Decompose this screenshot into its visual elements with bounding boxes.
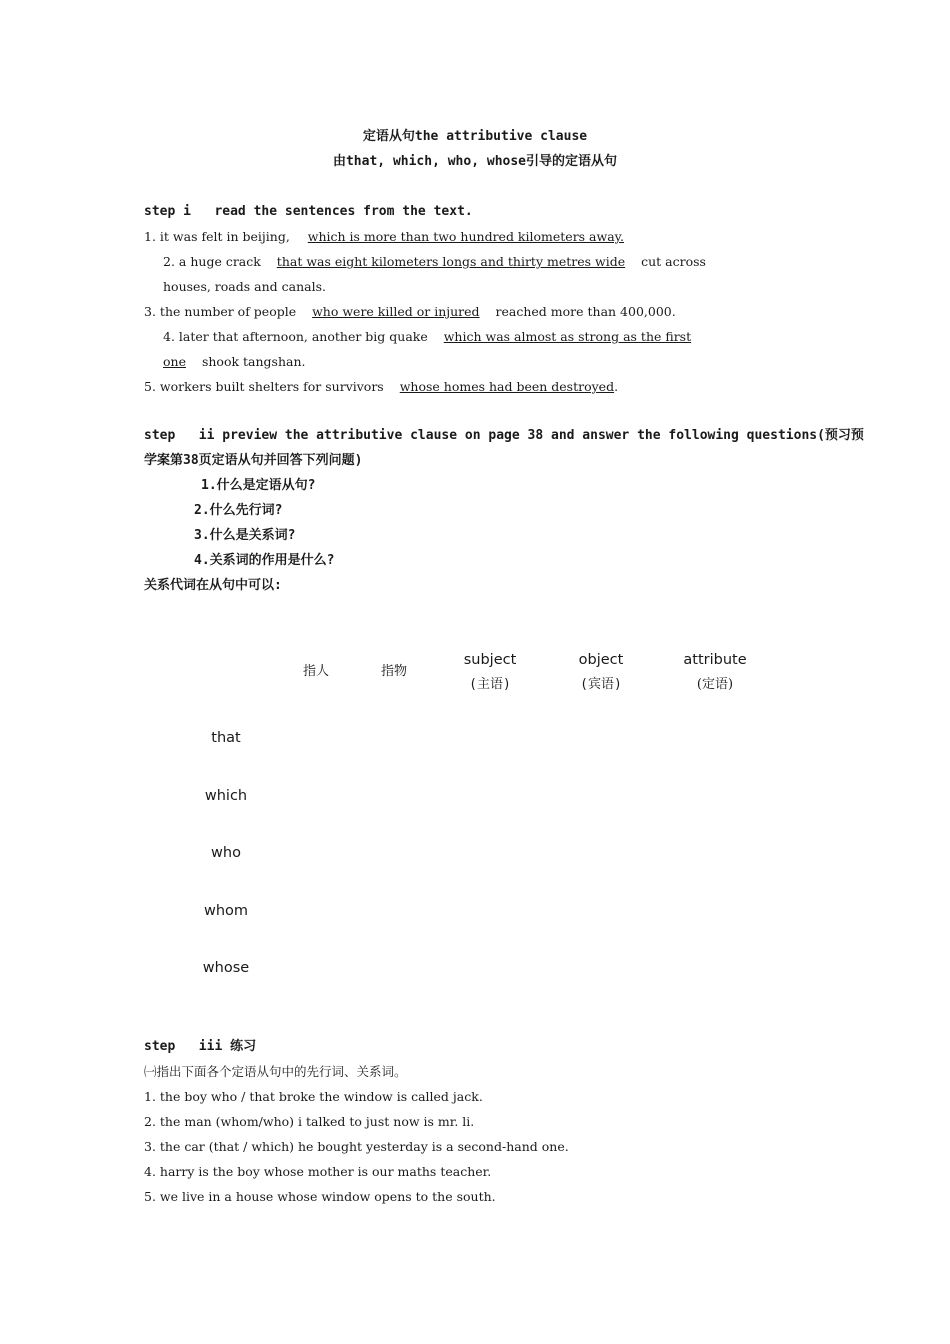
document-title: 定语从句the attributive clause [362, 129, 588, 144]
step1-sentence-5 [144, 378, 618, 396]
document-subtitle: 由that, which, who, whose引导的定语从句 [332, 154, 617, 169]
attributive-clause: who were killed or injured [312, 304, 480, 319]
step1-sentence-4-cont [163, 353, 306, 371]
question-3: 3.什么是关系词? [194, 528, 296, 543]
relative-pronoun-note: 关系代词在从句中可以: [144, 578, 282, 593]
table-row-whom: whom [203, 903, 249, 919]
sentence-number: 1. [144, 229, 156, 244]
step2-heading-cont: 学案第38页定语从句并回答下列问题) [144, 453, 363, 468]
sentence-text-after: cut across [641, 254, 706, 269]
step1-sentence-2 [163, 253, 706, 271]
step3-heading: step iii 练习 [144, 1039, 257, 1054]
sentence-text-after: shook tangshan. [201, 354, 306, 369]
sentence-text: it was felt in beijing, [159, 229, 290, 244]
question-4: 4.关系词的作用是什么? [194, 553, 335, 568]
table-row-that: that [211, 730, 241, 746]
exercise-item-1: 1. the boy who / that broke the window is called jack. [144, 1089, 483, 1104]
step3-instruction: ㈠指出下面各个定语从句中的先行词、关系词。 [144, 1064, 407, 1079]
table-row-who: who [211, 845, 241, 861]
table-row-whose: whose [202, 960, 250, 976]
table-header-person: 指人 [302, 664, 329, 679]
step1-sentence-3 [144, 303, 676, 321]
exercise-item-5: 5. we live in a house whose window opens to the south. [144, 1189, 496, 1204]
table-header-object-cn: (宾语) [580, 677, 622, 692]
sentence-text: workers built shelters for survivors [159, 379, 384, 394]
sentence-text: later that afternoon, another big quake [178, 329, 428, 344]
table-header-thing: 指物 [380, 664, 407, 679]
table-header-object: object [578, 652, 624, 668]
sentence-number: 3. [144, 304, 156, 319]
attributive-clause: which is more than two hundred kilometers away. [307, 229, 625, 244]
attributive-clause: which was almost as strong as the first [443, 329, 692, 344]
sentence-number: 5. [144, 379, 156, 394]
attributive-clause-end: one [163, 354, 186, 369]
sentence-number: 4. [163, 329, 175, 344]
sentence-text: the number of people [159, 304, 297, 319]
sentence-text-after: reached more than 400,000. [495, 304, 676, 319]
sentence-text: a huge crack [178, 254, 261, 269]
sentence-number: 2. [163, 254, 175, 269]
table-row-which: which [204, 788, 248, 804]
table-header-subject: subject [463, 652, 517, 668]
table-header-attribute: attribute [683, 652, 747, 668]
attributive-clause: whose homes had been destroyed [399, 379, 615, 394]
question-2: 2.什么先行词? [194, 503, 283, 518]
table-header-subject-cn: (主语) [469, 677, 511, 692]
exercise-item-4: 4. harry is the boy whose mother is our maths teacher. [144, 1164, 492, 1179]
step1-sentence-2-cont: houses, roads and canals. [163, 279, 326, 294]
exercise-item-3: 3. the car (that / which) he bought yesterday is a second-hand one. [144, 1139, 569, 1154]
attributive-clause: that was eight kilometers longs and thirty metres wide [276, 254, 626, 269]
step1-heading: step i read the sentences from the text. [144, 204, 473, 219]
step2-heading: step ii preview the attributive clause on page 38 and answer the following questions(预习预 [144, 428, 864, 443]
sentence-period: . [614, 379, 619, 394]
exercise-item-2: 2. the man (whom/who) i talked to just now is mr. li. [144, 1114, 475, 1129]
question-1: 1.什么是定语从句? [201, 478, 316, 493]
table-header-attribute-cn: (定语) [696, 677, 734, 692]
step1-sentence-4 [163, 328, 691, 346]
step1-sentence-1 [144, 228, 624, 246]
